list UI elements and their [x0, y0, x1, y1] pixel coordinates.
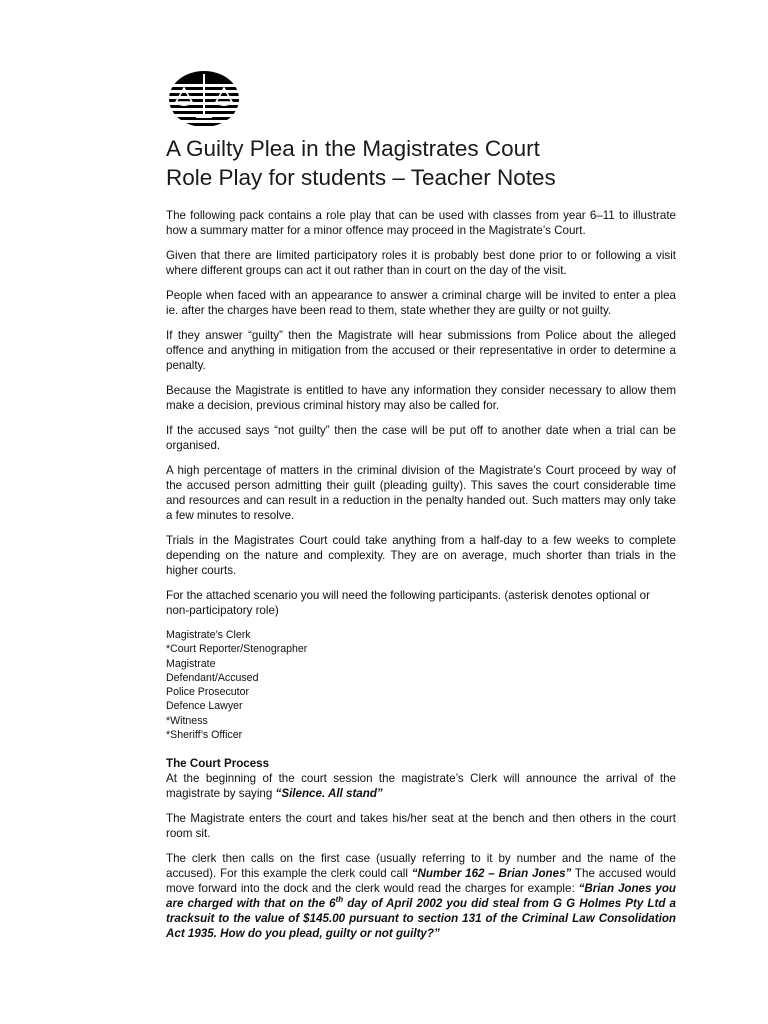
list-item: Magistrate’s Clerk: [166, 629, 251, 641]
quote-run: “Silence. All stand”: [275, 787, 383, 801]
paragraph: Given that there are limited participatory roles it is probably best done prior to or following a visit where different groups can act it out rather than in court on the day of the visit.: [166, 249, 676, 277]
paragraph: If they answer “guilty” then the Magistrate will hear submissions from Police about the alleged offence and anything in mitigation from the accused or their representative in order to determine a penalty.: [166, 329, 676, 372]
list-item: Magistrate: [166, 657, 216, 670]
paragraph: If the accused says “not guilty” then the case will be put off to another date when a trial can be organised.: [166, 424, 676, 452]
court-process-paragraph-2: The Magistrate enters the court and takes his/her seat at the bench and then others in the court room sit.: [166, 812, 676, 841]
paragraph: The following pack contains a role play that can be used with classes from year 6–11 to illustrate how a summary matter for a minor offence may proceed in the Magistrate’s Court.: [166, 209, 676, 237]
title-line-2: Role Play for students – Teacher Notes: [166, 165, 556, 190]
quote-run: “Number 162 – Brian Jones”: [411, 867, 572, 881]
section-heading: The Court Process: [166, 757, 270, 771]
court-process-paragraph-3: [166, 851, 676, 941]
list-item: Defendant/Accused: [166, 671, 259, 684]
paragraph: For the attached scenario you will need the following participants. (asterisk denotes optional or non-participatory role): [166, 589, 650, 617]
text-run: At the beginning of the court session the magistrate’s Clerk will announce the arrival of the magistrate by saying: [166, 772, 676, 801]
court-process-paragraph-1: [166, 771, 676, 801]
document-body: [166, 208, 676, 951]
quote-part: “Brian Jones you are charged with that on the 6: [166, 882, 676, 911]
participant-list: [166, 628, 676, 742]
title-line-1: A Guilty Plea in the Magistrates Court: [166, 136, 540, 161]
text-run: The clerk then calls on the first case (usually referring to it by number and the name of the accused). For this example the clerk could call: [166, 852, 676, 881]
paragraph: Because the Magistrate is entitled to have any information they consider necessary to allow them make a decision, previous criminal history may also be called for.: [166, 384, 676, 412]
paragraph: A high percentage of matters in the criminal division of the Magistrate’s Court proceed by way of the accused person admitting their guilt (pleading guilty). This saves the court considerable time and resources and can result in a reduction in the penalty handed out. Such matters may only take a few minutes to resolve.: [166, 464, 676, 522]
document-title: [166, 134, 726, 192]
ordinal-superscript: th: [335, 895, 344, 905]
court-logo-icon: [168, 70, 240, 128]
list-item: *Sheriff’s Officer: [166, 729, 243, 742]
list-item: Defence Lawyer: [166, 700, 243, 713]
paragraph: People when faced with an appearance to answer a criminal charge will be invited to enter a plea ie. after the charges have been read to them, state whether they are guilty or not guilty.: [166, 289, 676, 317]
list-item: Police Prosecutor: [166, 686, 250, 699]
quote-part: day of April 2002 you did steal from G G Holmes Pty Ltd a tracksuit to the value of $145.00 pursuant to section 131 of the Criminal Law Consolidation Act 1935. How do you plead, guilty or not guilty?”: [166, 897, 676, 941]
list-item: *Court Reporter/Stenographer: [166, 643, 308, 656]
list-item: *Witness: [166, 714, 208, 727]
text-run: The accused would move forward into the dock and the clerk would read the charges for example:: [166, 867, 677, 896]
paragraph: Trials in the Magistrates Court could take anything from a half-day to a few weeks to complete depending on the nature and complexity. They are on average, much shorter than trials in the higher courts.: [166, 534, 676, 577]
